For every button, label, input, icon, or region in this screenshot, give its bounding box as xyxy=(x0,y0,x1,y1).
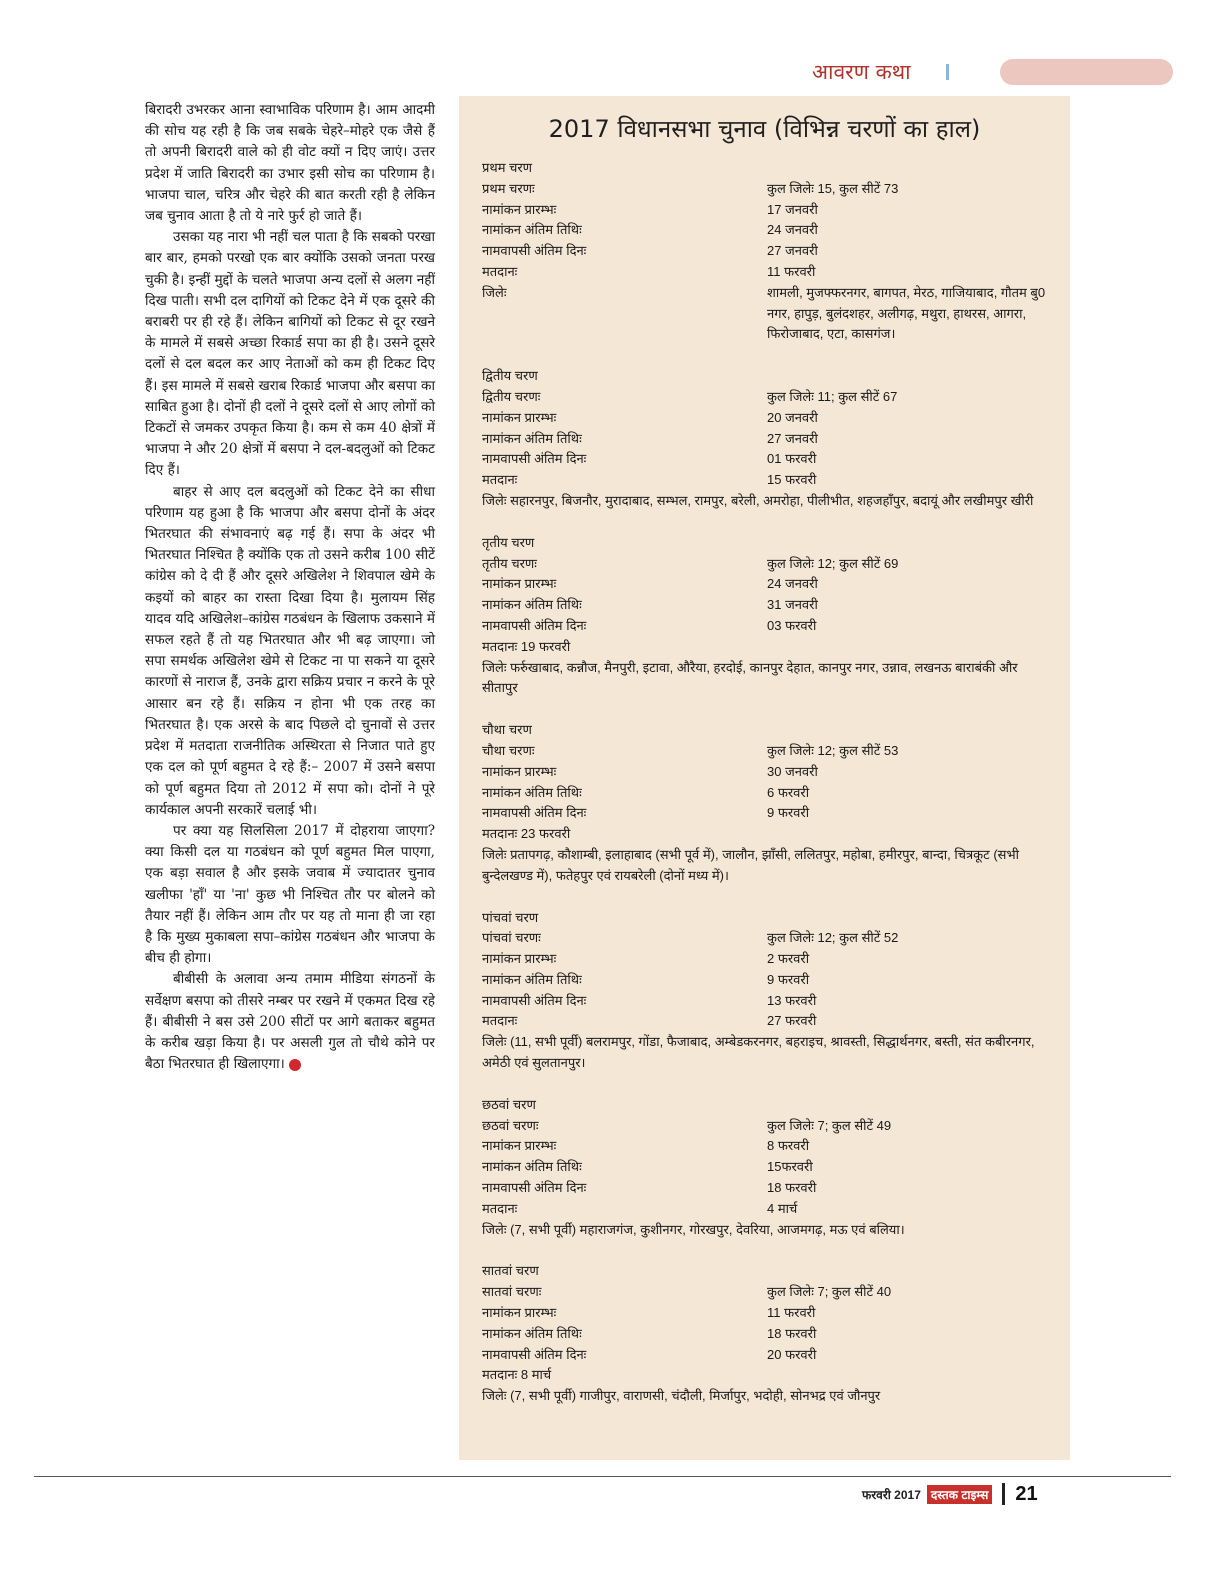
phase-row xyxy=(482,762,1052,783)
phase-row-label: नामांकन प्रारम्भः xyxy=(482,1305,557,1321)
header-decoration xyxy=(1000,59,1173,85)
phase-row-label: नामांकन अंतिम तिथिः xyxy=(482,1325,582,1341)
phase-row-label: सातवां चरणः xyxy=(482,1284,542,1300)
phase-row-label: मतदानः xyxy=(482,472,518,488)
phase-row-value: 18 फरवरी xyxy=(767,1180,817,1196)
phase-list xyxy=(482,158,1052,1428)
phase-row xyxy=(482,1303,1052,1324)
phase-row-value: कुल जिलेः 12; कुल सीटें 69 xyxy=(767,555,899,571)
phase-row xyxy=(482,554,1052,575)
phase-row-value: 18 फरवरी xyxy=(767,1325,817,1341)
phase-block xyxy=(482,908,1052,1074)
phase-block xyxy=(482,158,1052,345)
phase-row xyxy=(482,928,1052,949)
end-mark-icon xyxy=(289,1059,301,1071)
phase-line: जिलेः (7, सभी पूर्वी) गाजीपुर, वाराणसी, चंदौली, मिर्जापुर, भदोही, सोनभद्र एवं जौनपुर xyxy=(482,1388,881,1404)
phase-row-value: कुल जिलेः 12; कुल सीटें 52 xyxy=(767,930,899,946)
phase-row-value: कुल जिलेः 11; कुल सीटें 67 xyxy=(767,388,898,404)
section-header: आवरण कथा xyxy=(812,60,911,84)
phase-row-label: नामवापसी अंतिम दिनः xyxy=(482,1346,587,1362)
phase-heading: छठवां चरण xyxy=(482,1096,536,1112)
phase-row-value: 15फरवरी xyxy=(767,1159,813,1175)
phase-row-label: नामांकन प्रारम्भः xyxy=(482,409,557,425)
phase-row-value: 30 जनवरी xyxy=(767,763,818,779)
article-paragraph: बिरादरी उभरकर आना स्वाभाविक परिणाम है। आम आदमी की सोच यह रही है कि जब सबके चेहरे–मोहरे एक जैसे हैं तो अपनी बिरादरी वाले को ही वोट क्यों न दिए जाएं। उत्तर प्रदेश में जाति बिरादरी का उभार इसी सोच का परिणाम है। भाजपा चाल, चरित्र और चेहरे की बात करती रही है लेकिन जब चुनाव आता है तो ये नारे फुर्र हो जाते हैं। xyxy=(145,102,435,225)
phase-row-label: नामांकन प्रारम्भः xyxy=(482,763,557,779)
phase-row-value: 11 फरवरी xyxy=(767,1305,816,1321)
phase-row-value: 27 जनवरी xyxy=(767,243,818,259)
phase-row-value: 2 फरवरी xyxy=(767,951,810,967)
phase-line: जिलेः (7, सभी पूर्वी) महाराजगंज, कुशीनगर, गोरखपुर, देवरिया, आजमगढ़, मऊ एवं बलिया। xyxy=(482,1221,905,1237)
phase-row-value: कुल जिलेः 7; कुल सीटें 40 xyxy=(767,1284,892,1300)
phase-row-label: नामवापसी अंतिम दिनः xyxy=(482,451,587,467)
phase-row-value: 17 जनवरी xyxy=(767,201,818,217)
phase-block xyxy=(482,720,1052,886)
phase-row xyxy=(482,595,1052,616)
article-paragraph: उसका यह नारा भी नहीं चल पाता है कि सबको परखा बार बार, हमको परखो एक बार क्योंकि उसको जनता परख चुकी है। इन्हीं मुद्दों के चलते भाजपा अन्य दलों से अलग नहीं दिख पाती। सभी दल दागियों को टिकट देने में एक दूसरे की बराबरी पर ही रहे हैं। लेकिन बागियों को टिकट से दूर रखने के मामले में सबसे अच्छा रिकार्ड सपा का ही है। उसने दूसरे दलों से दल बदल कर आए नेताओं को कम ही टिकट दिए हैं। इस मामले में सबसे खराब रिकार्ड भाजपा और बसपा का साबित हुआ है। दोनों ही दलों ने दूसरे दलों से आए लोगों को टिकटों से जमकर उपकृत किया है। कम से कम 40 क्षेत्रों में भाजपा ने और 20 क्षेत्रों में बसपा ने दल-बदलुओं को टिकट दिए हैं। xyxy=(145,229,435,479)
phase-row xyxy=(482,783,1052,804)
article-column xyxy=(145,100,435,1075)
phase-line: जिलेः फर्रुखाबाद, कन्नौज, मैनपुरी, इटावा, औरैया, हरदोई, कानपुर देहात, कानपुर नगर, उन्नाव, लखनऊ बाराबंकी और सीतापुर xyxy=(482,659,1018,696)
phase-row xyxy=(482,1178,1052,1199)
header-separator xyxy=(946,64,949,80)
phase-heading: सातवां चरण xyxy=(482,1263,539,1279)
phase-row-value: 20 जनवरी xyxy=(767,409,818,425)
phase-row-label: नामांकन अंतिम तिथिः xyxy=(482,784,582,800)
phase-row xyxy=(482,970,1052,991)
phase-row-label: पांचवां चरणः xyxy=(482,930,541,946)
phase-row-label: नामांकन अंतिम तिथिः xyxy=(482,971,582,987)
phase-row-label: नामांकन प्रारम्भः xyxy=(482,201,557,217)
phase-row xyxy=(482,1157,1052,1178)
phase-row xyxy=(482,179,1052,200)
phase-row-label: नामांकन अंतिम तिथिः xyxy=(482,1159,582,1175)
phase-row xyxy=(482,1324,1052,1345)
phase-row xyxy=(482,200,1052,221)
phase-row-value: 24 जनवरी xyxy=(767,576,818,592)
phase-row-label: मतदानः xyxy=(482,263,518,279)
phase-row xyxy=(482,241,1052,262)
phase-row xyxy=(482,741,1052,762)
phase-row-value: शामली, मुजफ्फरनगर, बागपत, मेरठ, गाजियाबाद, गौतम बु0 नगर, हापुड़, बुलंदशहर, अलीगढ़, मथुरा, हाथरस, आगरा, फिरोजाबाद, एटा, कासगंज। xyxy=(767,284,1046,342)
phase-heading: द्वितीय चरण xyxy=(482,368,538,384)
phase-block xyxy=(482,1261,1052,1407)
phase-block xyxy=(482,1095,1052,1241)
phase-row-label: नामवापसी अंतिम दिनः xyxy=(482,1180,587,1196)
phase-row-label: नामांकन प्रारम्भः xyxy=(482,576,557,592)
phase-row-value: कुल जिलेः 12; कुल सीटें 53 xyxy=(767,742,899,758)
phase-row xyxy=(482,1136,1052,1157)
phase-line: जिलेः (11, सभी पूर्वी) बलरामपुर, गोंडा, फैजाबाद, अम्बेडकरनगर, बहराइच, श्रावस्ती, सिद्धार्थनगर, बस्ती, संत कबीरनगर, अमेठी एवं सुलतानपुर। xyxy=(482,1034,1035,1071)
article-paragraph: बाहर से आए दल बदलुओं को टिकट देने का सीधा परिणाम यह हुआ है कि भाजपा और बसपा दोनों के अंदर भितरघात की संभावनाएं बढ़ गई हैं। सपा के अंदर भी भितरघात निश्चित है क्योंकि एक तो उसने करीब 100 सीटें कांग्रेस को दे दी हैं और दूसरे अखिलेश ने शिवपाल खेमे के कइयों को बाहर का रास्ता दिखा दिया है। मुलायम सिंह यादव यदि अखिलेश–कांग्रेस गठबंधन के खिलाफ उकसाने में सफल रहते हैं तो यह भितरघात और भी बढ़ जाएगा। जो सपा समर्थक अखिलेश खेमे से टिकट ना पा सकने या दूसरे कारणों से नाराज हैं, उनके द्वारा सक्रिय प्रचार न करने के पूरे आसार बन रहे हैं। सक्रिय न होना भी एक तरह का भितरघात है। एक अरसे के बाद पिछले दो चुनावों से उत्तर प्रदेश में मतदाता राजनीतिक अस्थिरता से निजात पाते हुए एक दल को पूर्ण बहुमत दे रहे हैं:– 2007 में उसने बसपा को पूर्ण बहुमत दिया तो 2012 में सपा को। दोनों ने पूरे कार्यकाल अपनी सरकारें चलाई भी। xyxy=(145,483,435,818)
phase-line: जिलेः सहारनपुर, बिजनौर, मुरादाबाद, सम्भल, रामपुर, बरेली, अमरोहा, पीलीभीत, शहजहाँपुर, बदायूं और लखीमपुर खीरी xyxy=(482,492,1034,508)
phase-line: जिलेः प्रतापगढ़, कौशाम्बी, इलाहाबाद (सभी पूर्व में), जालौन, झाँसी, ललितपुर, महोबा, हमीरपुर, बान्दा, चित्रकूट (सभी बुन्देलखण्ड में), फतेहपुर एवं रायबरेली (दोनों मध्य में)। xyxy=(482,846,1019,883)
phase-row-label: नामांकन अंतिम तिथिः xyxy=(482,430,582,446)
phase-row-label: जिलेः xyxy=(482,284,507,300)
phase-row xyxy=(482,1345,1052,1366)
phase-line: मतदानः 8 मार्च xyxy=(482,1367,552,1383)
phase-row xyxy=(482,949,1052,970)
phase-row-value: 01 फरवरी xyxy=(767,451,817,467)
phase-row-label: छठवां चरणः xyxy=(482,1117,539,1133)
phase-row-value: 11 फरवरी xyxy=(767,263,816,279)
phase-row-label: नामवापसी अंतिम दिनः xyxy=(482,992,587,1008)
phase-line: मतदानः 23 फरवरी xyxy=(482,826,571,842)
phase-row-value: 8 फरवरी xyxy=(767,1138,810,1154)
article-paragraph: पर क्या यह सिलसिला 2017 में दोहराया जाएगा? क्या किसी दल या गठबंधन को पूर्ण बहुमत मिल पाएगा, एक बड़ा सवाल है और इसके जवाब में ज्यादातर चुनाव खलीफा 'हाँ' या 'ना' कुछ भी निश्चित तौर पर बोलने को तैयार नहीं हैं। लेकिन आम तौर पर यह तो माना ही जा रहा है कि मुख्य मुकाबला सपा–कांग्रेस गठबंधन और भाजपा के बीच ही होगा। xyxy=(145,822,435,967)
phase-row-label: नामवापसी अंतिम दिनः xyxy=(482,617,587,633)
phase-row-label: नामवापसी अंतिम दिनः xyxy=(482,805,587,821)
phase-row-value: 31 जनवरी xyxy=(767,597,818,613)
phase-row-value: 13 फरवरी xyxy=(767,992,817,1008)
phase-row-label: चौथा चरणः xyxy=(482,742,535,758)
page-number: 21 xyxy=(1015,1482,1038,1505)
phase-row-label: मतदानः xyxy=(482,1200,518,1216)
box-title: 2017 विधानसभा चुनाव (विभिन्न चरणों का हाल) xyxy=(548,115,981,143)
phase-row xyxy=(482,1011,1052,1032)
phase-row-value: 4 मार्च xyxy=(767,1200,798,1216)
phase-row xyxy=(482,408,1052,429)
phase-row xyxy=(482,429,1052,450)
phase-row-value: 24 जनवरी xyxy=(767,222,818,238)
issue-date: फरवरी 2017 xyxy=(862,1487,921,1502)
phase-row-value: 15 फरवरी xyxy=(767,472,817,488)
phase-row xyxy=(482,574,1052,595)
article-paragraph-text: बीबीसी के अलावा अन्य तमाम मीडिया संगठनों के सर्वेक्षण बसपा को तीसरे नम्बर पर रखने में एकमत दिख रहे हैं। बीबीसी ने बस उसे 200 सीटों पर आगे बताकर बहुमत के करीब खड़ा किया है। पर असली गुल तो चौथे कोने पर बैठा भितरघात ही खिलाएगा। xyxy=(145,971,435,1073)
phase-heading: पांचवां चरण xyxy=(482,909,539,925)
phase-heading: प्रथम चरण xyxy=(482,160,533,175)
phase-row-value: कुल जिलेः 7; कुल सीटें 49 xyxy=(767,1117,892,1133)
phase-block xyxy=(482,533,1052,699)
phase-row-label: तृतीय चरणः xyxy=(482,555,537,571)
phase-row xyxy=(482,1116,1052,1137)
phase-row-value: 20 फरवरी xyxy=(767,1346,817,1362)
phase-row xyxy=(482,470,1052,491)
phase-row xyxy=(482,1282,1052,1303)
phase-row xyxy=(482,803,1052,824)
phase-row xyxy=(482,449,1052,470)
phase-row-label: नामांकन अंतिम तिथिः xyxy=(482,597,582,613)
phase-row-label: नामांकन अंतिम तिथिः xyxy=(482,222,582,238)
phase-row-value: 27 फरवरी xyxy=(767,1013,817,1029)
election-schedule-box xyxy=(459,96,1070,1460)
phase-heading: चौथा चरण xyxy=(482,722,532,738)
phase-row xyxy=(482,283,1052,345)
phase-row-value: कुल जिलेः 15, कुल सीटें 73 xyxy=(767,180,899,196)
page-footer xyxy=(862,1483,1038,1505)
article-paragraph xyxy=(145,969,435,1075)
footer-rule xyxy=(34,1476,1171,1477)
phase-row-label: नामवापसी अंतिम दिनः xyxy=(482,243,587,259)
phase-row xyxy=(482,387,1052,408)
phase-row-label: मतदानः xyxy=(482,1013,518,1029)
phase-row-value: 27 जनवरी xyxy=(767,430,818,446)
phase-row xyxy=(482,1199,1052,1220)
phase-row xyxy=(482,220,1052,241)
phase-line: मतदानः 19 फरवरी xyxy=(482,638,571,654)
phase-row-value: 9 फरवरी xyxy=(767,971,810,987)
phase-row-label: नामांकन प्रारम्भः xyxy=(482,951,557,967)
phase-row-value: 6 फरवरी xyxy=(767,784,810,800)
phase-row-label: द्वितीय चरणः xyxy=(482,388,541,404)
phase-heading: तृतीय चरण xyxy=(482,534,535,550)
phase-row xyxy=(482,616,1052,637)
magazine-logo: दस्तक टाइम्स xyxy=(927,1485,993,1504)
phase-row-label: नामांकन प्रारम्भः xyxy=(482,1138,557,1154)
phase-row xyxy=(482,262,1052,283)
footer-bar xyxy=(1002,1483,1005,1505)
phase-row-label: प्रथम चरणः xyxy=(482,180,535,196)
phase-row-value: 03 फरवरी xyxy=(767,617,817,633)
phase-row-value: 9 फरवरी xyxy=(767,805,810,821)
phase-row xyxy=(482,991,1052,1012)
phase-block xyxy=(482,366,1052,512)
